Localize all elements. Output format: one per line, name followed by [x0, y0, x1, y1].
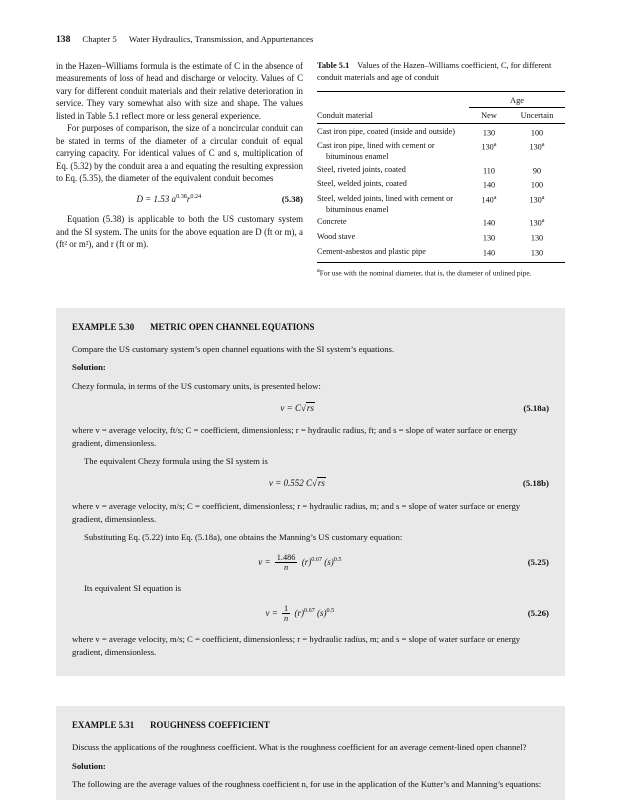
equation-term: (r): [299, 556, 312, 567]
paragraph: in the Hazen–Williams formula is the estimate of C in the absence of measurements of loss of head and discharge or velocity. Values of C vary for different conduit materials and their relative deterioration in service. They vary somewhat also with size and shape. The values listed in Table 5.1 reflect more or less general experience.: [56, 61, 303, 121]
value-text: 130: [482, 233, 496, 243]
value-new: [469, 245, 509, 262]
table-caption-label: Table 5.1: [317, 61, 350, 70]
equation-term: v =: [258, 556, 273, 567]
equation-number: (5.25): [527, 557, 549, 568]
value-text: 130: [482, 128, 496, 138]
example-title-text: METRIC OPEN CHANNEL EQUATIONS: [150, 322, 315, 333]
example-title-text: ROUGHNESS COEFFICIENT: [150, 720, 270, 731]
table-column: [317, 60, 565, 278]
age-spacer-cell: [317, 92, 469, 108]
table-row: [317, 178, 565, 193]
age-header-cell: Age: [469, 92, 565, 108]
fraction-numerator: 1: [284, 603, 289, 613]
fraction: [282, 604, 290, 624]
value-new: [469, 124, 509, 140]
exponent: 0.24: [190, 192, 202, 200]
equation-5-26: [72, 604, 549, 624]
value-new: [469, 231, 509, 246]
value-new: [469, 140, 509, 164]
value-uncertain: [509, 193, 565, 217]
paragraph: The following are the average values of the roughness coefficient n, for use in the application of the Kutter’s and Manning’s equations:: [72, 778, 542, 789]
equation-term: v = 0.552 C: [268, 478, 312, 489]
equation-number: (5.18a): [523, 402, 549, 413]
equation-term: v = C: [280, 402, 301, 413]
age-header-row: [317, 92, 565, 108]
equation-number: (5.18b): [522, 478, 549, 489]
material-cell: Cast iron pipe, coated (inside and outside): [317, 126, 456, 136]
value-uncertain: [509, 231, 565, 246]
value-text: 130: [530, 248, 544, 258]
exponent: 0.38: [176, 192, 187, 200]
material-cell: Cement-asbestos and plastic pipe: [317, 246, 426, 256]
fraction: [275, 553, 298, 573]
value-text: 140: [481, 195, 494, 205]
equation-5-18b: [72, 477, 549, 491]
material-cell: Concrete: [317, 217, 347, 227]
value-text: 110: [483, 166, 495, 176]
value-new: [469, 193, 509, 217]
value-text: 130: [529, 219, 542, 229]
footnote-marker: a: [493, 193, 497, 201]
material-cell: Cast iron pipe, lined with cement or bituminous enamel: [317, 141, 435, 161]
value-uncertain: [509, 178, 565, 193]
paragraph: The equivalent Chezy formula using the SI system is: [84, 456, 268, 467]
equation-number: (5.38): [281, 193, 303, 204]
paragraph: where v = average velocity, m/s; C = coefficient, dimensionless; r = hydraulic radius, m; and s = slope of water surface or energy gradient, dimensionless.: [72, 500, 521, 524]
value-text: 130: [530, 233, 544, 243]
two-column-section: [56, 60, 565, 278]
paragraph: Chezy formula, in terms of the US customary units, is presented below:: [72, 380, 321, 391]
equation-5-18a: [72, 402, 549, 416]
equation-term: r: [186, 193, 191, 204]
equation-term: D = 1.53 a: [136, 193, 177, 204]
radical-sign: √: [300, 402, 306, 413]
equation-5-38: [56, 193, 303, 206]
value-text: 140: [482, 181, 496, 191]
material-cell: Steel, welded joints, coated: [317, 179, 407, 189]
equation-expression: [72, 604, 528, 624]
fraction-denominator: n: [284, 563, 289, 573]
footnote-text: For use with the nominal diameter, that is, the diameter of unlined pipe.: [319, 268, 532, 278]
table-row: [317, 245, 565, 262]
equation-term: (s): [322, 556, 334, 567]
solution-label: Solution:: [72, 760, 106, 771]
value-new: [469, 164, 509, 179]
material-cell: Steel, riveted joints, coated: [317, 164, 406, 174]
equation-5-25: [72, 553, 549, 573]
value-text: 100: [530, 128, 544, 138]
table-row: [317, 164, 565, 179]
table-caption-text: Values of the Hazen–Williams coefficient, C, for different conduit materials and age of conduit: [317, 61, 552, 82]
equation-expression: [56, 193, 282, 206]
footnote-marker: a: [317, 266, 320, 274]
table-footnote: [317, 267, 565, 278]
exponent: 0.5: [333, 555, 342, 563]
value-text: 130: [481, 143, 494, 152]
value-text: 130: [529, 195, 542, 205]
equation-expression: [72, 553, 528, 573]
column-header-material: Conduit material: [317, 108, 469, 124]
column-header-row: [317, 108, 565, 124]
value-uncertain: [509, 124, 565, 140]
value-new: [469, 178, 509, 193]
example-label: EXAMPLE 5.31: [72, 720, 135, 731]
equation-term: (s): [314, 608, 327, 619]
value-uncertain: [509, 216, 565, 231]
footnote-marker: a: [541, 193, 545, 201]
radicand: rs: [306, 402, 314, 413]
fraction-numerator: 1.486: [276, 552, 296, 562]
table-row: [317, 193, 565, 217]
material-cell: Steel, welded joints, lined with cement or bituminous enamel: [317, 193, 453, 214]
footnote-marker: a: [541, 141, 545, 149]
paragraph: Discuss the applications of the roughness coefficient. What is the roughness coefficient for an average cement-lined open channel?: [72, 742, 527, 753]
material-cell: Wood stave: [317, 232, 356, 241]
table-row: [317, 231, 565, 246]
table-caption: [317, 60, 565, 83]
paragraph: Compare the US customary system’s open channel equations with the SI system’s equations.: [72, 344, 395, 355]
table-row: [317, 124, 565, 140]
value-uncertain: [509, 245, 565, 262]
radical-sign: √: [311, 478, 317, 489]
example-label: EXAMPLE 5.30: [72, 322, 135, 333]
paragraph: For purposes of comparison, the size of a noncircular conduit can be stated in terms of the diameter of a circular conduit of equal carrying capacity. For identical values of C and s, multiplication of Eq. (5.32) by the conduit area a and equating the resulting expression to Eq. (5.35), the diameter of the equivalent conduit becomes: [56, 123, 303, 184]
value-uncertain: [509, 164, 565, 179]
example-title: [72, 719, 549, 732]
equation-expression: [72, 402, 523, 416]
column-header-new: New: [469, 108, 509, 124]
equation-term: (r): [292, 608, 304, 619]
exponent: 0.5: [326, 607, 335, 615]
example-box-5-31: [56, 706, 565, 800]
example-box-5-30: [56, 308, 565, 676]
equation-expression: [72, 477, 523, 491]
value-text: 140: [482, 219, 496, 229]
hazen-williams-table: [317, 91, 565, 263]
value-new: [469, 216, 509, 231]
column-header-uncertain: Uncertain: [509, 108, 565, 124]
paragraph: where v = average velocity, m/s; C = coefficient, dimensionless; r = hydraulic radius, m; and s = slope of water surface or energy gradient, dimensionless.: [72, 634, 521, 658]
value-text: 100: [530, 181, 544, 191]
paragraph: Equation (5.38) is applicable to both the US customary system and the SI system. The units for the above equation are D (ft or m), a (ft² or m²), and r (ft or m).: [56, 214, 303, 250]
paragraph: Its equivalent SI equation is: [84, 582, 181, 593]
chapter-label: Chapter 5: [82, 34, 117, 44]
value-text: 90: [532, 166, 542, 176]
body-text-column: [56, 60, 303, 278]
page-header: [56, 34, 565, 45]
footnote-marker: a: [493, 141, 497, 149]
footnote-marker: a: [541, 217, 545, 225]
fraction-denominator: n: [284, 614, 289, 624]
solution-label: Solution:: [72, 362, 106, 373]
example-title: [72, 321, 549, 334]
table-row: [317, 216, 565, 231]
exponent: 0.67: [303, 607, 315, 615]
paragraph: where v = average velocity, ft/s; C = coefficient, dimensionless; r = hydraulic radius, ft; and s = slope of water surface or energy gradient, dimensionless.: [72, 425, 518, 449]
radicand: rs: [317, 478, 325, 489]
value-text: 130: [529, 143, 542, 152]
table-row: [317, 140, 565, 164]
page-number: 138: [56, 34, 71, 45]
equation-term: v =: [265, 608, 281, 619]
paragraph: Substituting Eq. (5.22) into Eq. (5.18a), one obtains the Manning’s US customary equation:: [84, 531, 403, 542]
equation-number: (5.26): [527, 608, 549, 619]
value-text: 140: [482, 248, 496, 258]
value-uncertain: [509, 140, 565, 164]
chapter-title: Water Hydraulics, Transmission, and Appurtenances: [128, 34, 314, 44]
exponent: 0.67: [311, 555, 323, 563]
